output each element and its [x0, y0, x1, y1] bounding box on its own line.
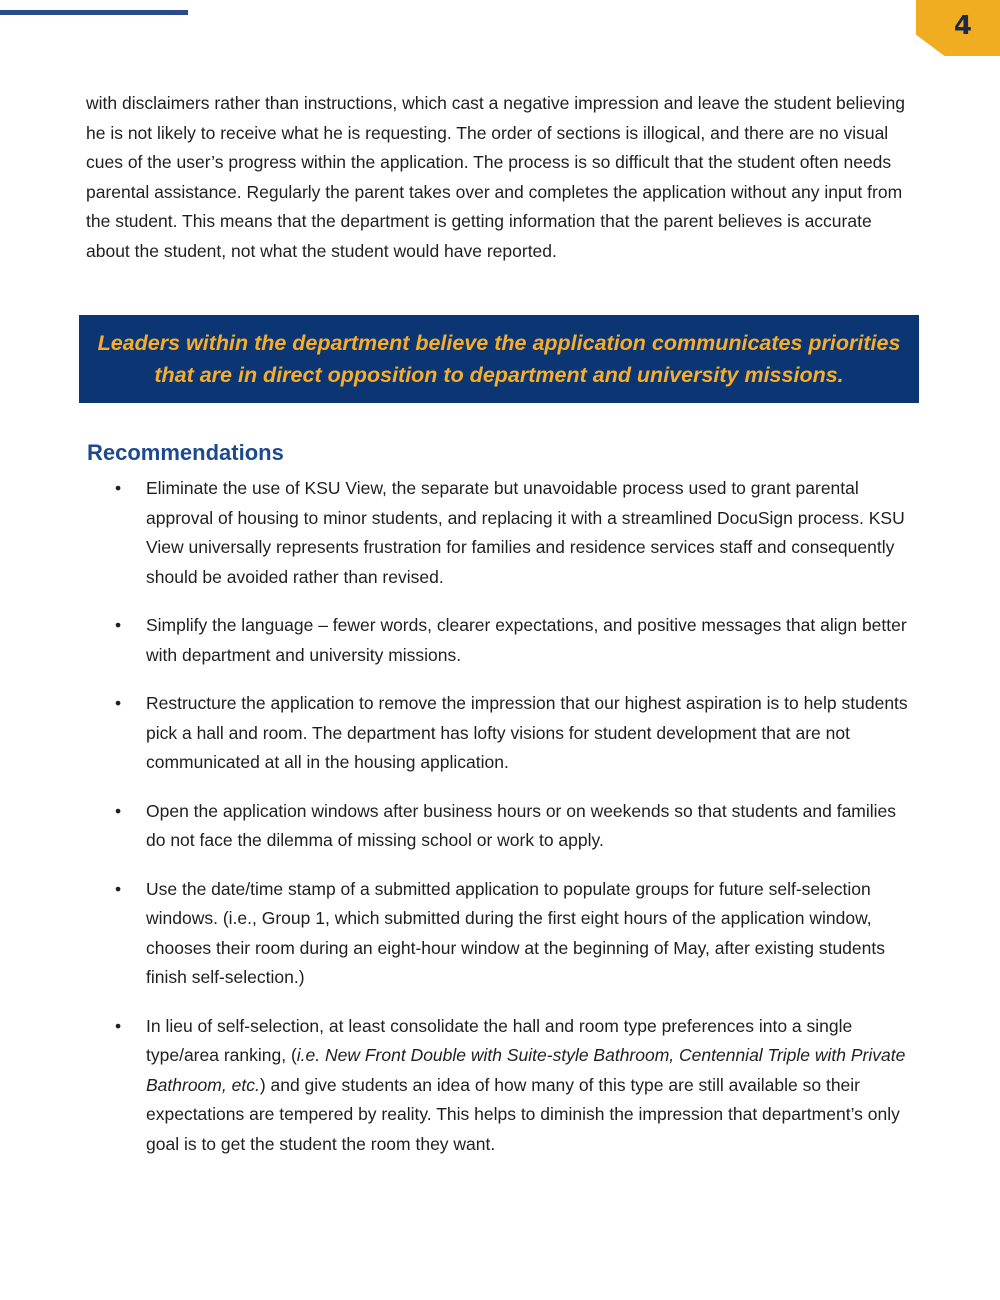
- list-item: [115, 1012, 916, 1160]
- bullet-icon: •: [115, 478, 122, 498]
- list-item-text: Restructure the application to remove the impression that our highest aspiration is to help students pick a hall and room. The department has lofty visions for student development that are not communicated at all in the housing application.: [146, 693, 908, 772]
- list-item-text: [146, 1016, 905, 1154]
- list-item-text: Eliminate the use of KSU View, the separate but unavoidable process used to grant parental approval of housing to minor students, and replacing it with a streamlined DocuSign process. KSU View universally represents frustration for families and residence services staff and consequently should be avoided rather than revised.: [146, 478, 905, 587]
- list-item-text: Open the application windows after business hours or on weekends so that students and families do not face the dilemma of missing school or work to apply.: [146, 800, 897, 850]
- list-item-examples: i.e. New Front Double with Suite-style Bathroom, Centennial Triple with Private Bathroom, etc.: [146, 1045, 906, 1095]
- callout-text: Leaders within the department believe the application communicates priorities that are in direct opposition to department and university missions.: [97, 331, 901, 387]
- recommendations-heading: Recommendations: [87, 440, 284, 465]
- list-item-text-start: In lieu of self-selection, at least consolidate the hall and room type preferences into a single type/area ranking, (: [146, 1015, 853, 1065]
- bullet-icon: •: [115, 1015, 122, 1036]
- bullet-icon: •: [115, 615, 122, 635]
- bullet-icon: •: [115, 800, 122, 821]
- recommendations-list: [115, 474, 916, 1178]
- page-number: 4: [953, 11, 972, 41]
- list-item: [115, 689, 916, 778]
- list-item-text: Use the date/time stamp of a submitted application to populate groups for future self-selection windows. (i.e., Group 1, which submitted during the first eight hours of the application window, chooses their room during an eight-hour window at the beginning of May, after existing students finish self-selection.): [146, 878, 885, 987]
- list-item: [115, 797, 916, 856]
- list-item: [115, 474, 916, 592]
- intro-paragraph: with disclaimers rather than instructions, which cast a negative impression and leave the student believing he is not likely to receive what he is requesting. The order of sections is illogical, and there are no visual cues of the user’s progress within the application. The process is so difficult that the student often needs parental assistance. Regularly the parent takes over and completes the application without any input from the student. This means that the department is getting information that the parent believes is accurate about the student, not what the student would have reported.: [86, 93, 906, 261]
- list-item: [115, 611, 916, 670]
- header-rule: [0, 10, 188, 15]
- bullet-icon: •: [115, 693, 122, 713]
- list-item-text-end: ) and give students an idea of how many of this type are still available so their expectations are tempered by reality. This helps to diminish the impression that department’s only goal is to get the student the room they want.: [146, 1074, 900, 1154]
- list-item: [115, 875, 916, 993]
- bullet-icon: •: [115, 878, 122, 899]
- callout-box: [79, 315, 919, 403]
- list-item-text: Simplify the language – fewer words, clearer expectations, and positive messages that align better with department and university missions.: [146, 615, 907, 665]
